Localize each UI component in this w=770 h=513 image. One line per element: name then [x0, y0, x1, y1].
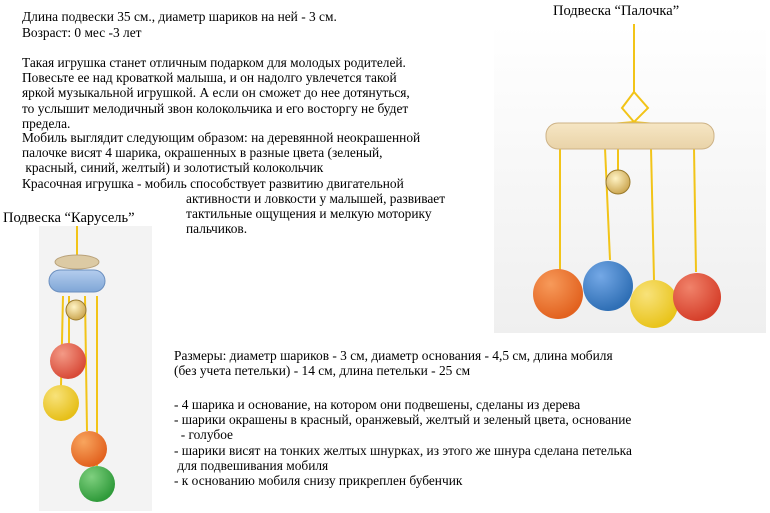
stick-mobile-photo [494, 24, 766, 333]
dimensions-paragraph: Размеры: диаметр шариков - 3 см, диаметр основания - 4,5 см, длина мобиля (без учета петельки) - 14 см, длина петельки - 25 см [174, 348, 613, 379]
blue-base-icon [49, 270, 105, 292]
wooden-stick-icon [546, 123, 714, 149]
green-ball-icon [79, 466, 115, 502]
caption-carousel-mobile: Подвеска “Карусель” [3, 210, 135, 226]
blue-ball-icon [583, 261, 633, 311]
orange-ball-icon [533, 269, 583, 319]
bell-icon [606, 170, 630, 194]
description-appearance-paragraph: Мобиль выглядит следующим образом: на деревянной неокрашенной палочке висят 4 шарика, окрашенных в разные цвета (зеленый, красный, синий, желтый) и золотистый колокольчик [22, 130, 421, 176]
yellow-ball-icon [43, 385, 79, 421]
wooden-top-disc-icon [55, 255, 99, 269]
description-development-continuation: активности и ловкости у малышей, развивает тактильные ощущения и мелкую моторику пальчиков. [186, 191, 446, 237]
bell-icon [66, 300, 86, 320]
caption-stick-mobile: Подвеска “Палочка” [553, 3, 680, 19]
yellow-ball-icon [630, 280, 678, 328]
orange-ball-icon [71, 431, 107, 467]
red-ball-icon [673, 273, 721, 321]
specs-age: Возраст: 0 мес -3 лет [22, 25, 142, 40]
features-list: - 4 шарика и основание, на котором они подвешены, сделаны из дерева - шарики окрашены в красный, оранжевый, желтый и зеленый цвета, основание - голубое - шарики висят на тонких желтых шнурках, из этого же шнура сделана петелька для подвешивания мобиля - к основанию мобиля снизу прикреплен бубенчик [174, 397, 632, 489]
specs-length-diameter: Длина подвески 35 см., диаметр шариков на ней - 3 см. [22, 9, 337, 24]
carousel-mobile-photo [39, 226, 152, 511]
description-development-line: Красочная игрушка - мобиль способствует развитию двигательной [22, 176, 404, 191]
red-ball-icon [50, 343, 86, 379]
description-gift-paragraph: Такая игрушка станет отличным подарком для молодых родителей. Повесьте ее над кроваткой малыша, и он надолго увлечется такой яркой музыкальной игрушкой. А если он сможет до нее дотянуться, то услышит мелодичный звон колокольчика и его восторгу не будет предела. [22, 55, 410, 131]
